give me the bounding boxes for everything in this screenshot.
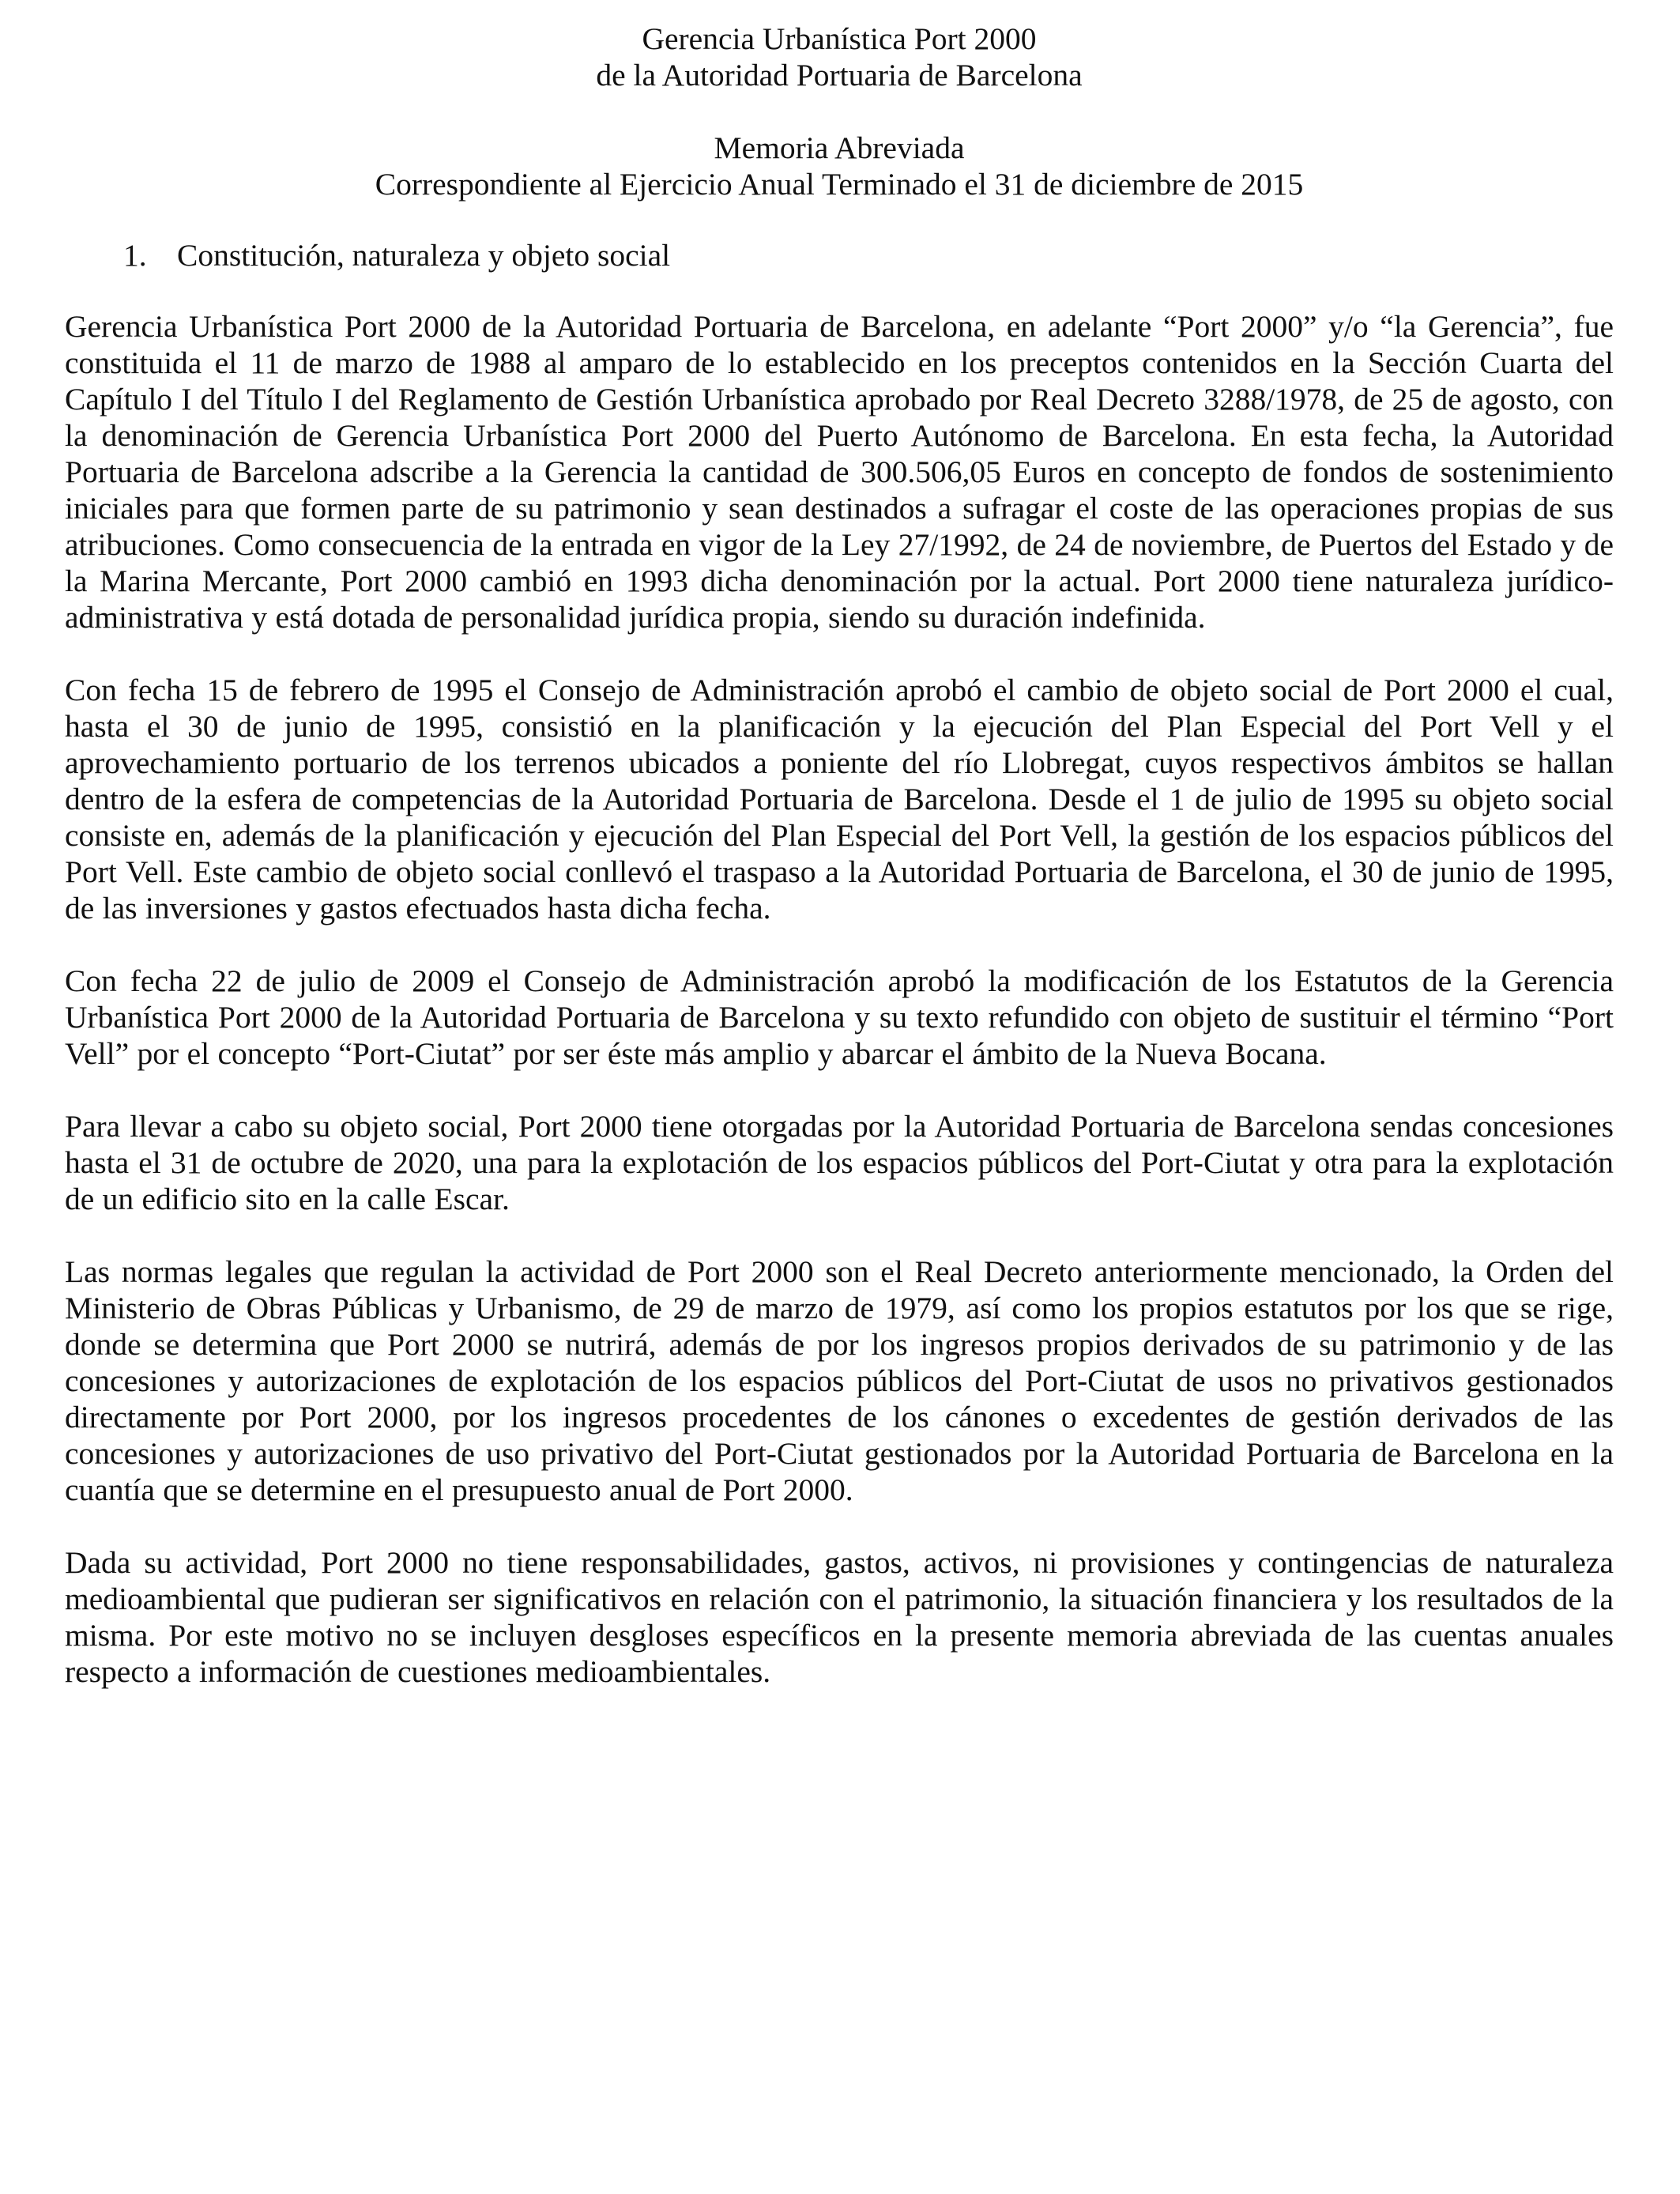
document-title: Memoria Abreviada xyxy=(714,130,965,165)
section-body xyxy=(65,308,1614,1690)
document-subheader xyxy=(65,130,1614,202)
paragraph-3: Con fecha 22 de julio de 2009 el Consejo de Administración aprobó la modificación de los Estatutos de la Gerencia Urbanística Port 2000 de la Autoridad Portuaria de Barcelona y su texto refundido con objeto de sustituir el término “Port Vell” por el concepto “Port-Ciutat” por ser éste más amplio y abarcar el ámbito de la Nueva Bocana. xyxy=(65,963,1614,1071)
section-heading xyxy=(65,237,1614,273)
header-authority-name: de la Autoridad Portuaria de Barcelona xyxy=(596,58,1083,92)
section-title: Constitución, naturaleza y objeto social xyxy=(177,238,671,273)
section-number: 1. xyxy=(123,238,147,273)
paragraph-5: Las normas legales que regulan la actividad de Port 2000 son el Real Decreto anteriormente mencionado, la Orden del Ministerio de Obras Públicas y Urbanismo, de 29 de marzo de 1979, así como los propios estatutos por los que se rige, donde se determina que Port 2000 se nutrirá, además de por los ingresos propios derivados de su patrimonio y de las concesiones y autorizaciones de explotación de los espacios públicos del Port-Ciutat de usos no privativos gestionados directamente por Port 2000, por los ingresos procedentes de los cánones o excedentes de gestión derivados de las concesiones y autorizaciones de uso privativo del Port-Ciutat gestionados por la Autoridad Portuaria de Barcelona en la cuantía que se determine en el presupuesto anual de Port 2000. xyxy=(65,1254,1614,1507)
paragraph-1: Gerencia Urbanística Port 2000 de la Autoridad Portuaria de Barcelona, en adelante “Port 2000” y/o “la Gerencia”, fue constituida el 11 de marzo de 1988 al amparo de lo establecido en los preceptos contenidos en la Sección Cuarta del Capítulo I del Título I del Reglamento de Gestión Urbanística aprobado por Real Decreto 3288/1978, de 25 de agosto, con la denominación de Gerencia Urbanística Port 2000 del Puerto Autónomo de Barcelona. En esta fecha, la Autoridad Portuaria de Barcelona adscribe a la Gerencia la cantidad de 300.506,05 Euros en concepto de fondos de sostenimiento iniciales para que formen parte de su patrimonio y sean destinados a sufragar el coste de las operaciones propias de sus atribuciones. Como consecuencia de la entrada en vigor de la Ley 27/1992, de 24 de noviembre, de Puertos del Estado y de la Marina Mercante, Port 2000 cambió en 1993 dicha denominación por la actual. Port 2000 tiene naturaleza jurídico-administrativa y está dotada de personalidad jurídica propia, siendo su duración indefinida. xyxy=(65,309,1614,635)
paragraph-4: Para llevar a cabo su objeto social, Port 2000 tiene otorgadas por la Autoridad Portuaria de Barcelona sendas concesiones hasta el 31 de octubre de 2020, una para la explotación de los espacios públicos del Port-Ciutat y otra para la explotación de un edificio sito en la calle Escar. xyxy=(65,1109,1614,1216)
document-content xyxy=(65,21,1614,1726)
document-header xyxy=(65,21,1614,93)
paragraph-2: Con fecha 15 de febrero de 1995 el Consejo de Administración aprobó el cambio de objeto social de Port 2000 el cual, hasta el 30 de junio de 1995, consistió en la planificación y la ejecución del Plan Especial del Port Vell y el aprovechamiento portuario de los terrenos ubicados a poniente del río Llobregat, cuyos respectivos ámbitos se hallan dentro de la esfera de competencias de la Autoridad Portuaria de Barcelona. Desde el 1 de julio de 1995 su objeto social consiste en, además de la planificación y ejecución del Plan Especial del Port Vell, la gestión de los espacios públicos del Port Vell. Este cambio de objeto social conllevó el traspaso a la Autoridad Portuaria de Barcelona, el 30 de junio de 1995, de las inversiones y gastos efectuados hasta dicha fecha. xyxy=(65,673,1614,925)
paragraph-6: Dada su actividad, Port 2000 no tiene responsabilidades, gastos, activos, ni provisiones y contingencias de naturaleza medioambiental que pudieran ser significativos en relación con el patrimonio, la situación financiera y los resultados de la misma. Por este motivo no se incluyen desgloses específicos en la presente memoria abreviada de las cuentas anuales respecto a información de cuestiones medioambientales. xyxy=(65,1545,1614,1689)
document-period: Correspondiente al Ejercicio Anual Terminado el 31 de diciembre de 2015 xyxy=(375,167,1304,202)
header-entity-name: Gerencia Urbanística Port 2000 xyxy=(642,21,1037,56)
